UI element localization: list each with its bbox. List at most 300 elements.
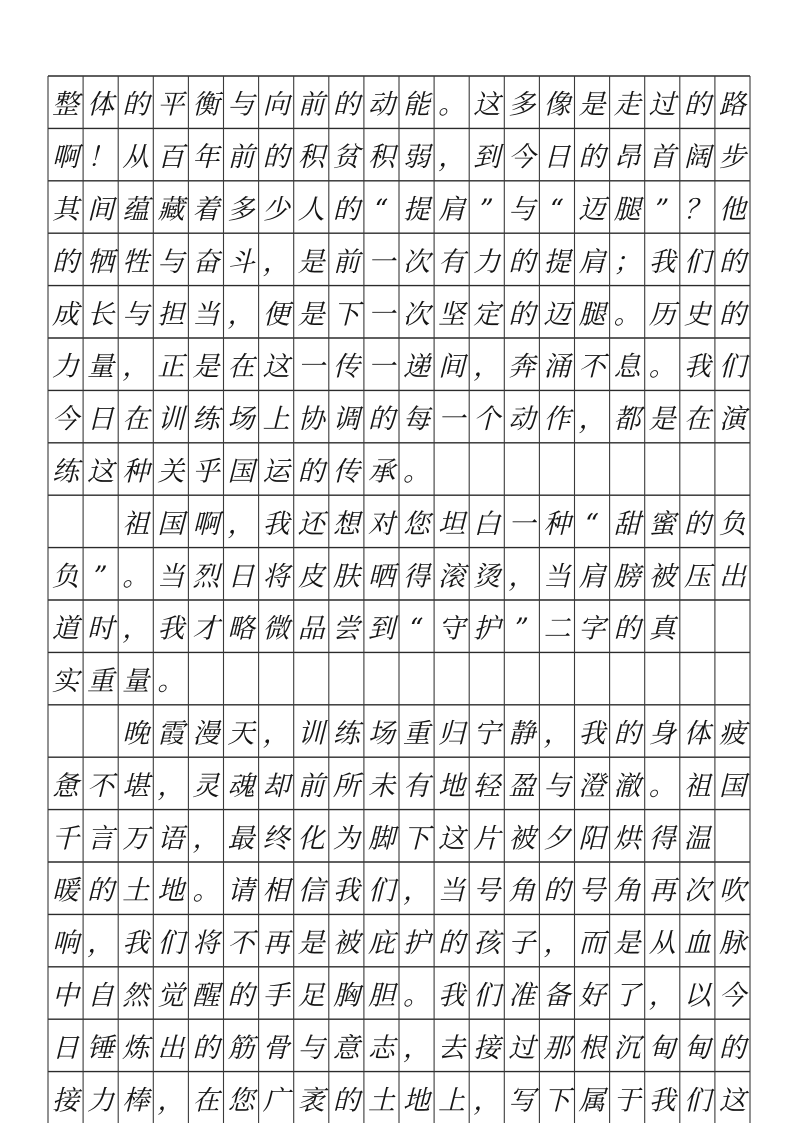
handwritten-char: 有	[403, 770, 431, 802]
handwritten-char: 被	[508, 823, 536, 855]
handwritten-char: 手	[262, 980, 290, 1012]
handwritten-char: 阳	[578, 823, 606, 855]
handwritten-char: 前	[297, 770, 325, 802]
handwritten-char: 牺	[87, 246, 115, 278]
handwritten-char: 炼	[122, 1032, 150, 1064]
handwritten-char: 天	[227, 718, 255, 750]
handwritten-char: 身	[648, 718, 676, 750]
handwritten-char: 不	[87, 770, 115, 802]
handwritten-char: 出	[157, 1032, 185, 1064]
handwritten-char: 得	[648, 823, 676, 855]
handwritten-char: 语	[157, 823, 185, 855]
handwritten-char: 重	[403, 718, 431, 750]
handwritten-char: 意	[332, 1032, 360, 1064]
handwritten-char: 品	[297, 613, 325, 645]
handwritten-char: 的	[508, 246, 536, 278]
handwritten-char: 这	[718, 1085, 746, 1117]
handwritten-char: 从	[648, 928, 676, 960]
handwritten-char: 是	[297, 246, 325, 278]
handwritten-char: 二	[543, 613, 571, 645]
handwritten-char: 对	[367, 508, 395, 540]
handwritten-char: ，	[227, 299, 255, 331]
handwritten-char: 次	[403, 299, 431, 331]
handwritten-char: 将	[192, 928, 220, 960]
handwritten-char: 量	[87, 351, 115, 383]
handwritten-char: 的	[332, 194, 360, 226]
handwritten-char: 传	[332, 351, 360, 383]
handwritten-char: 前	[227, 142, 255, 174]
handwritten-char: 种	[122, 456, 150, 488]
handwritten-char: 去	[438, 1032, 466, 1064]
handwritten-char: 足	[297, 980, 325, 1012]
handwritten-char: 当	[192, 299, 220, 331]
handwritten-char: 霞	[157, 718, 185, 750]
handwritten-char: 。	[648, 770, 676, 802]
handwritten-char: 所	[332, 770, 360, 802]
handwritten-char: 脉	[718, 928, 746, 960]
handwritten-char: 阔	[683, 142, 711, 174]
handwritten-char: 备	[543, 980, 571, 1012]
handwritten-char: 国	[718, 770, 746, 802]
handwritten-char: 训	[297, 718, 325, 750]
essay-line	[52, 352, 750, 383]
handwritten-char: 根	[578, 1032, 606, 1064]
handwritten-char: ，	[262, 246, 290, 278]
handwritten-char: 当	[543, 561, 571, 593]
handwritten-char: 血	[683, 928, 711, 960]
handwritten-char: 的	[543, 875, 571, 907]
handwritten-char: 人	[297, 194, 325, 226]
handwritten-char: 道	[52, 613, 80, 645]
handwritten-char: 场	[367, 718, 395, 750]
handwritten-char: 微	[262, 613, 290, 645]
handwritten-char: 言	[87, 823, 115, 855]
handwritten-char: 尝	[332, 613, 360, 645]
handwritten-char: 的	[683, 508, 711, 540]
handwritten-char: 路	[718, 89, 746, 121]
handwritten-char: 片	[473, 823, 501, 855]
handwritten-char: ，	[473, 351, 501, 383]
handwritten-char: 请	[227, 875, 255, 907]
handwritten-char: 史	[683, 299, 711, 331]
handwritten-char: 的	[367, 404, 395, 436]
handwritten-char: 接	[473, 1032, 501, 1064]
handwritten-char: ；	[613, 246, 641, 278]
handwritten-char: 蕴	[122, 194, 150, 226]
handwritten-char: 澄	[578, 770, 606, 802]
handwritten-char: ！	[87, 142, 115, 174]
handwritten-char: 夕	[543, 823, 571, 855]
handwritten-char: 却	[262, 770, 290, 802]
handwritten-char: 到	[367, 613, 395, 645]
handwritten-char: ，	[122, 613, 150, 645]
handwritten-char: 号	[473, 875, 501, 907]
handwritten-char: 正	[157, 351, 185, 383]
handwritten-char: 您	[403, 508, 431, 540]
handwritten-char: 的	[297, 456, 325, 488]
handwritten-char: 脚	[367, 823, 395, 855]
handwritten-char: 一	[367, 299, 395, 331]
handwritten-char: 长	[87, 299, 115, 331]
handwritten-char: 们	[683, 246, 711, 278]
handwritten-char: ”	[93, 561, 108, 593]
handwritten-char: 每	[403, 404, 431, 436]
essay-line	[52, 823, 713, 854]
handwritten-char: 息	[613, 351, 641, 383]
handwritten-char: 平	[157, 89, 185, 121]
handwritten-char: 实	[52, 666, 80, 698]
handwritten-char: ，	[157, 770, 185, 802]
handwritten-char: 今	[718, 980, 746, 1012]
handwritten-char: 我	[332, 875, 360, 907]
handwritten-char: 相	[262, 875, 290, 907]
handwritten-char: ，	[648, 980, 676, 1012]
handwritten-char: 甸	[683, 1032, 711, 1064]
handwritten-char: 肩	[578, 561, 606, 593]
essay-line	[52, 876, 750, 907]
handwritten-char: 乎	[192, 456, 220, 488]
handwritten-char: 不	[227, 928, 255, 960]
handwritten-char: 最	[227, 823, 255, 855]
handwritten-char: 便	[262, 299, 290, 331]
handwritten-char: 地	[438, 770, 466, 802]
handwritten-char: 字	[578, 613, 606, 645]
handwritten-char: 胸	[332, 980, 360, 1012]
handwritten-char: 有	[438, 246, 466, 278]
handwritten-char: 肩	[578, 246, 606, 278]
handwritten-char: 们	[367, 875, 395, 907]
handwritten-char: 种	[543, 508, 571, 540]
handwritten-char: 护	[403, 928, 431, 960]
handwritten-char: 宁	[473, 718, 501, 750]
handwritten-char: 昂	[613, 142, 641, 174]
handwritten-char: 力	[52, 351, 80, 383]
handwritten-char: 承	[367, 456, 395, 488]
handwritten-char: “	[409, 613, 424, 645]
handwritten-char: ？	[683, 194, 711, 226]
handwritten-char: 。	[192, 875, 220, 907]
handwritten-char: 下	[332, 299, 360, 331]
handwritten-char: 漫	[192, 718, 220, 750]
essay-line	[52, 404, 750, 435]
handwritten-char: 膀	[613, 561, 641, 593]
handwritten-char: 成	[52, 299, 80, 331]
handwritten-char: 暖	[52, 875, 80, 907]
handwritten-char: 这	[87, 456, 115, 488]
handwritten-char: 量	[122, 666, 150, 698]
handwritten-char: 我	[683, 351, 711, 383]
essay-line	[52, 90, 748, 121]
handwritten-char: 我	[578, 718, 606, 750]
handwritten-char: 是	[578, 89, 606, 121]
handwritten-char: 千	[52, 823, 80, 855]
handwritten-char: 烘	[613, 823, 641, 855]
handwritten-char: 袤	[297, 1085, 325, 1117]
handwritten-char: 是	[192, 351, 220, 383]
essay-line	[52, 561, 748, 592]
handwritten-char: 传	[332, 456, 360, 488]
handwritten-char: 是	[648, 404, 676, 436]
handwritten-char: 涌	[543, 351, 571, 383]
handwritten-char: 走	[613, 89, 641, 121]
handwritten-char: 压	[683, 561, 711, 593]
handwritten-char: 当	[157, 561, 185, 593]
handwritten-char: 到	[473, 142, 501, 174]
handwritten-char: 的	[613, 613, 641, 645]
essay-line	[122, 719, 750, 750]
handwritten-char: 魂	[227, 770, 255, 802]
handwritten-char: 一	[297, 351, 325, 383]
handwritten-char: ，	[473, 1085, 501, 1117]
handwritten-char: 我	[438, 980, 466, 1012]
handwritten-char: 都	[613, 404, 641, 436]
handwritten-char: 重	[87, 666, 115, 698]
handwritten-char: 为	[332, 823, 360, 855]
handwritten-char: 作	[543, 404, 571, 436]
handwritten-char: 贫	[332, 142, 360, 174]
handwritten-char: 的	[578, 142, 606, 174]
handwritten-char: 。	[403, 980, 431, 1012]
handwritten-char: 调	[332, 404, 360, 436]
handwritten-char: 下	[543, 1085, 571, 1117]
handwritten-char: 的	[227, 980, 255, 1012]
handwritten-char: 国	[157, 508, 185, 540]
handwritten-char: 演	[718, 404, 746, 436]
handwritten-char: 的	[332, 1085, 360, 1117]
handwritten-char: 准	[508, 980, 536, 1012]
handwritten-char: ”	[514, 613, 529, 645]
handwritten-char: 与	[227, 89, 255, 121]
handwritten-char: 力	[473, 246, 501, 278]
handwritten-char: 的	[87, 875, 115, 907]
handwritten-char: 堪	[122, 770, 150, 802]
handwritten-char: 灵	[192, 770, 220, 802]
handwritten-char: 地	[403, 1085, 431, 1117]
handwritten-char: 是	[613, 928, 641, 960]
handwritten-char: 迈	[578, 194, 606, 226]
handwritten-char: 奋	[192, 246, 220, 278]
handwritten-char: 写	[508, 1085, 536, 1117]
handwritten-char: 肤	[332, 561, 360, 593]
handwritten-char: 晚	[122, 718, 150, 750]
handwritten-char: 吹	[718, 875, 746, 907]
handwritten-char: 广	[262, 1085, 290, 1117]
handwritten-char: 多	[508, 89, 536, 121]
handwritten-char: 。	[648, 351, 676, 383]
handwritten-char: 的	[332, 89, 360, 121]
handwritten-char: 然	[122, 980, 150, 1012]
handwritten-char: 国	[227, 456, 255, 488]
handwritten-char: 们	[157, 928, 185, 960]
handwritten-char: 牲	[122, 246, 150, 278]
handwritten-char: 藏	[157, 194, 185, 226]
handwritten-char: 日	[543, 142, 571, 174]
handwritten-char: ，	[403, 875, 431, 907]
handwritten-char: 积	[367, 142, 395, 174]
handwritten-char: 被	[332, 928, 360, 960]
handwritten-char: 在	[227, 351, 255, 383]
handwritten-char: 上	[262, 404, 290, 436]
handwritten-char: 场	[227, 404, 255, 436]
handwritten-char: 过	[648, 89, 676, 121]
handwritten-char: 疲	[718, 718, 746, 750]
handwritten-char: 略	[227, 613, 255, 645]
handwritten-char: 下	[403, 823, 431, 855]
essay-line	[52, 247, 750, 278]
handwritten-char: 前	[297, 89, 325, 121]
handwritten-char: 祖	[122, 508, 150, 540]
handwritten-char: “	[374, 194, 389, 226]
handwritten-char: 白	[473, 508, 501, 540]
handwritten-char: 多	[227, 194, 255, 226]
handwritten-char: ，	[227, 508, 255, 540]
handwritten-char: 信	[297, 875, 325, 907]
handwritten-char: 提	[543, 246, 571, 278]
handwritten-char: 负	[52, 561, 80, 593]
handwritten-char: 担	[157, 299, 185, 331]
handwritten-char: 角	[613, 875, 641, 907]
handwritten-char: 能	[403, 89, 431, 121]
handwritten-char: 。	[438, 89, 466, 121]
handwritten-char: 护	[473, 613, 501, 645]
handwritten-char: 前	[332, 246, 360, 278]
handwritten-char: 们	[718, 351, 746, 383]
essay-line	[52, 771, 750, 802]
handwritten-char: 的	[192, 1032, 220, 1064]
handwritten-char: 皮	[297, 561, 325, 593]
handwritten-char: 真	[648, 613, 676, 645]
handwritten-char: 出	[718, 561, 746, 593]
handwritten-char: 响	[52, 928, 80, 960]
handwritten-char: ”	[655, 194, 670, 226]
handwritten-char: 地	[157, 875, 185, 907]
handwritten-char: 提	[403, 194, 431, 226]
handwritten-char: 澈	[613, 770, 641, 802]
handwritten-char: 的	[718, 246, 746, 278]
handwritten-char: “	[585, 508, 599, 540]
handwritten-char: 将	[262, 561, 290, 593]
handwritten-char: 当	[438, 875, 466, 907]
handwritten-char: 守	[438, 613, 466, 645]
handwritten-char: ，	[262, 718, 290, 750]
handwritten-char: 动	[367, 89, 395, 121]
handwritten-char: 筋	[227, 1032, 255, 1064]
handwritten-char: 这	[473, 89, 501, 121]
handwritten-char: 属	[578, 1085, 606, 1117]
handwritten-char: 运	[262, 456, 290, 488]
handwritten-char: 土	[367, 1085, 395, 1117]
handwritten-char: 在	[683, 404, 711, 436]
handwritten-char: 时	[87, 613, 115, 645]
handwritten-char: 与	[122, 299, 150, 331]
handwritten-char: 还	[297, 508, 325, 540]
handwritten-char: 的	[683, 89, 711, 121]
handwritten-char: 子	[508, 928, 536, 960]
handwritten-char: 再	[262, 928, 290, 960]
handwritten-char: 一	[367, 246, 395, 278]
handwritten-char: 积	[297, 142, 325, 174]
handwritten-char: 中	[52, 980, 80, 1012]
handwritten-char: ，	[438, 142, 466, 174]
handwritten-char: 动	[508, 404, 536, 436]
handwritten-char: 烈	[192, 561, 220, 593]
handwritten-char: 骨	[262, 1032, 290, 1064]
handwritten-char: ，	[87, 928, 115, 960]
handwritten-char: 那	[543, 1032, 571, 1064]
handwritten-char: 关	[157, 456, 185, 488]
handwritten-char: 在	[192, 1085, 220, 1117]
handwritten-char: 百	[157, 142, 185, 174]
handwritten-char: 递	[403, 351, 431, 383]
handwritten-char: “	[550, 194, 564, 226]
handwritten-char: 得	[403, 561, 431, 593]
handwritten-char: 孩	[473, 928, 501, 960]
handwritten-char: 沉	[613, 1032, 641, 1064]
handwritten-char: 腿	[578, 299, 606, 331]
handwritten-char: 这	[262, 351, 290, 383]
handwritten-char: ，	[403, 1032, 431, 1064]
handwritten-char: 的	[718, 1032, 746, 1064]
handwritten-char: ，	[578, 404, 606, 436]
handwritten-char: 坦	[438, 508, 466, 540]
handwritten-char: 少	[262, 194, 290, 226]
handwritten-char: 盈	[508, 770, 536, 802]
handwritten-char: 祖	[683, 770, 711, 802]
handwritten-char: 从	[122, 142, 150, 174]
handwritten-char: 与	[157, 246, 185, 278]
handwritten-char: 弱	[403, 142, 431, 174]
handwritten-char: 与	[543, 770, 571, 802]
handwritten-char: 间	[438, 351, 466, 383]
handwritten-char: ，	[192, 823, 220, 855]
handwritten-char: 甸	[648, 1032, 676, 1064]
handwritten-char: 协	[297, 404, 325, 436]
handwritten-char: 一	[508, 508, 536, 540]
handwritten-char: 好	[578, 980, 606, 1012]
handwritten-char: 。	[403, 456, 431, 488]
essay-line	[52, 299, 750, 330]
handwritten-char: 像	[543, 89, 571, 121]
handwritten-char: ，	[543, 928, 571, 960]
handwritten-char: 与	[508, 194, 536, 226]
handwritten-char: 其	[52, 194, 80, 226]
handwritten-char: 被	[648, 561, 676, 593]
handwritten-char: 醒	[192, 980, 220, 1012]
handwritten-char: 练	[192, 404, 220, 436]
handwritten-char: 的	[438, 928, 466, 960]
handwritten-char: 而	[578, 928, 606, 960]
handwritten-char: ，	[157, 1085, 185, 1117]
handwritten-char: 的	[262, 142, 290, 174]
handwritten-char: 整	[52, 89, 80, 121]
handwritten-char: 终	[262, 823, 290, 855]
handwritten-char: 的	[718, 299, 746, 331]
handwritten-char: 衡	[192, 89, 220, 121]
handwritten-char: 一	[438, 404, 466, 436]
handwritten-char: 日	[87, 404, 115, 436]
handwritten-char: 日	[227, 561, 255, 593]
handwritten-char: 的	[52, 246, 80, 278]
handwritten-char: 上	[438, 1085, 466, 1117]
handwritten-char: 年	[192, 142, 220, 174]
handwritten-char: 们	[683, 1085, 711, 1117]
handwritten-char: 不	[578, 351, 606, 383]
handwritten-char: 志	[367, 1032, 395, 1064]
handwritten-char: 胆	[367, 980, 395, 1012]
handwritten-char: 是	[297, 928, 325, 960]
handwritten-char: 练	[52, 456, 80, 488]
handwritten-char: 万	[122, 823, 150, 855]
